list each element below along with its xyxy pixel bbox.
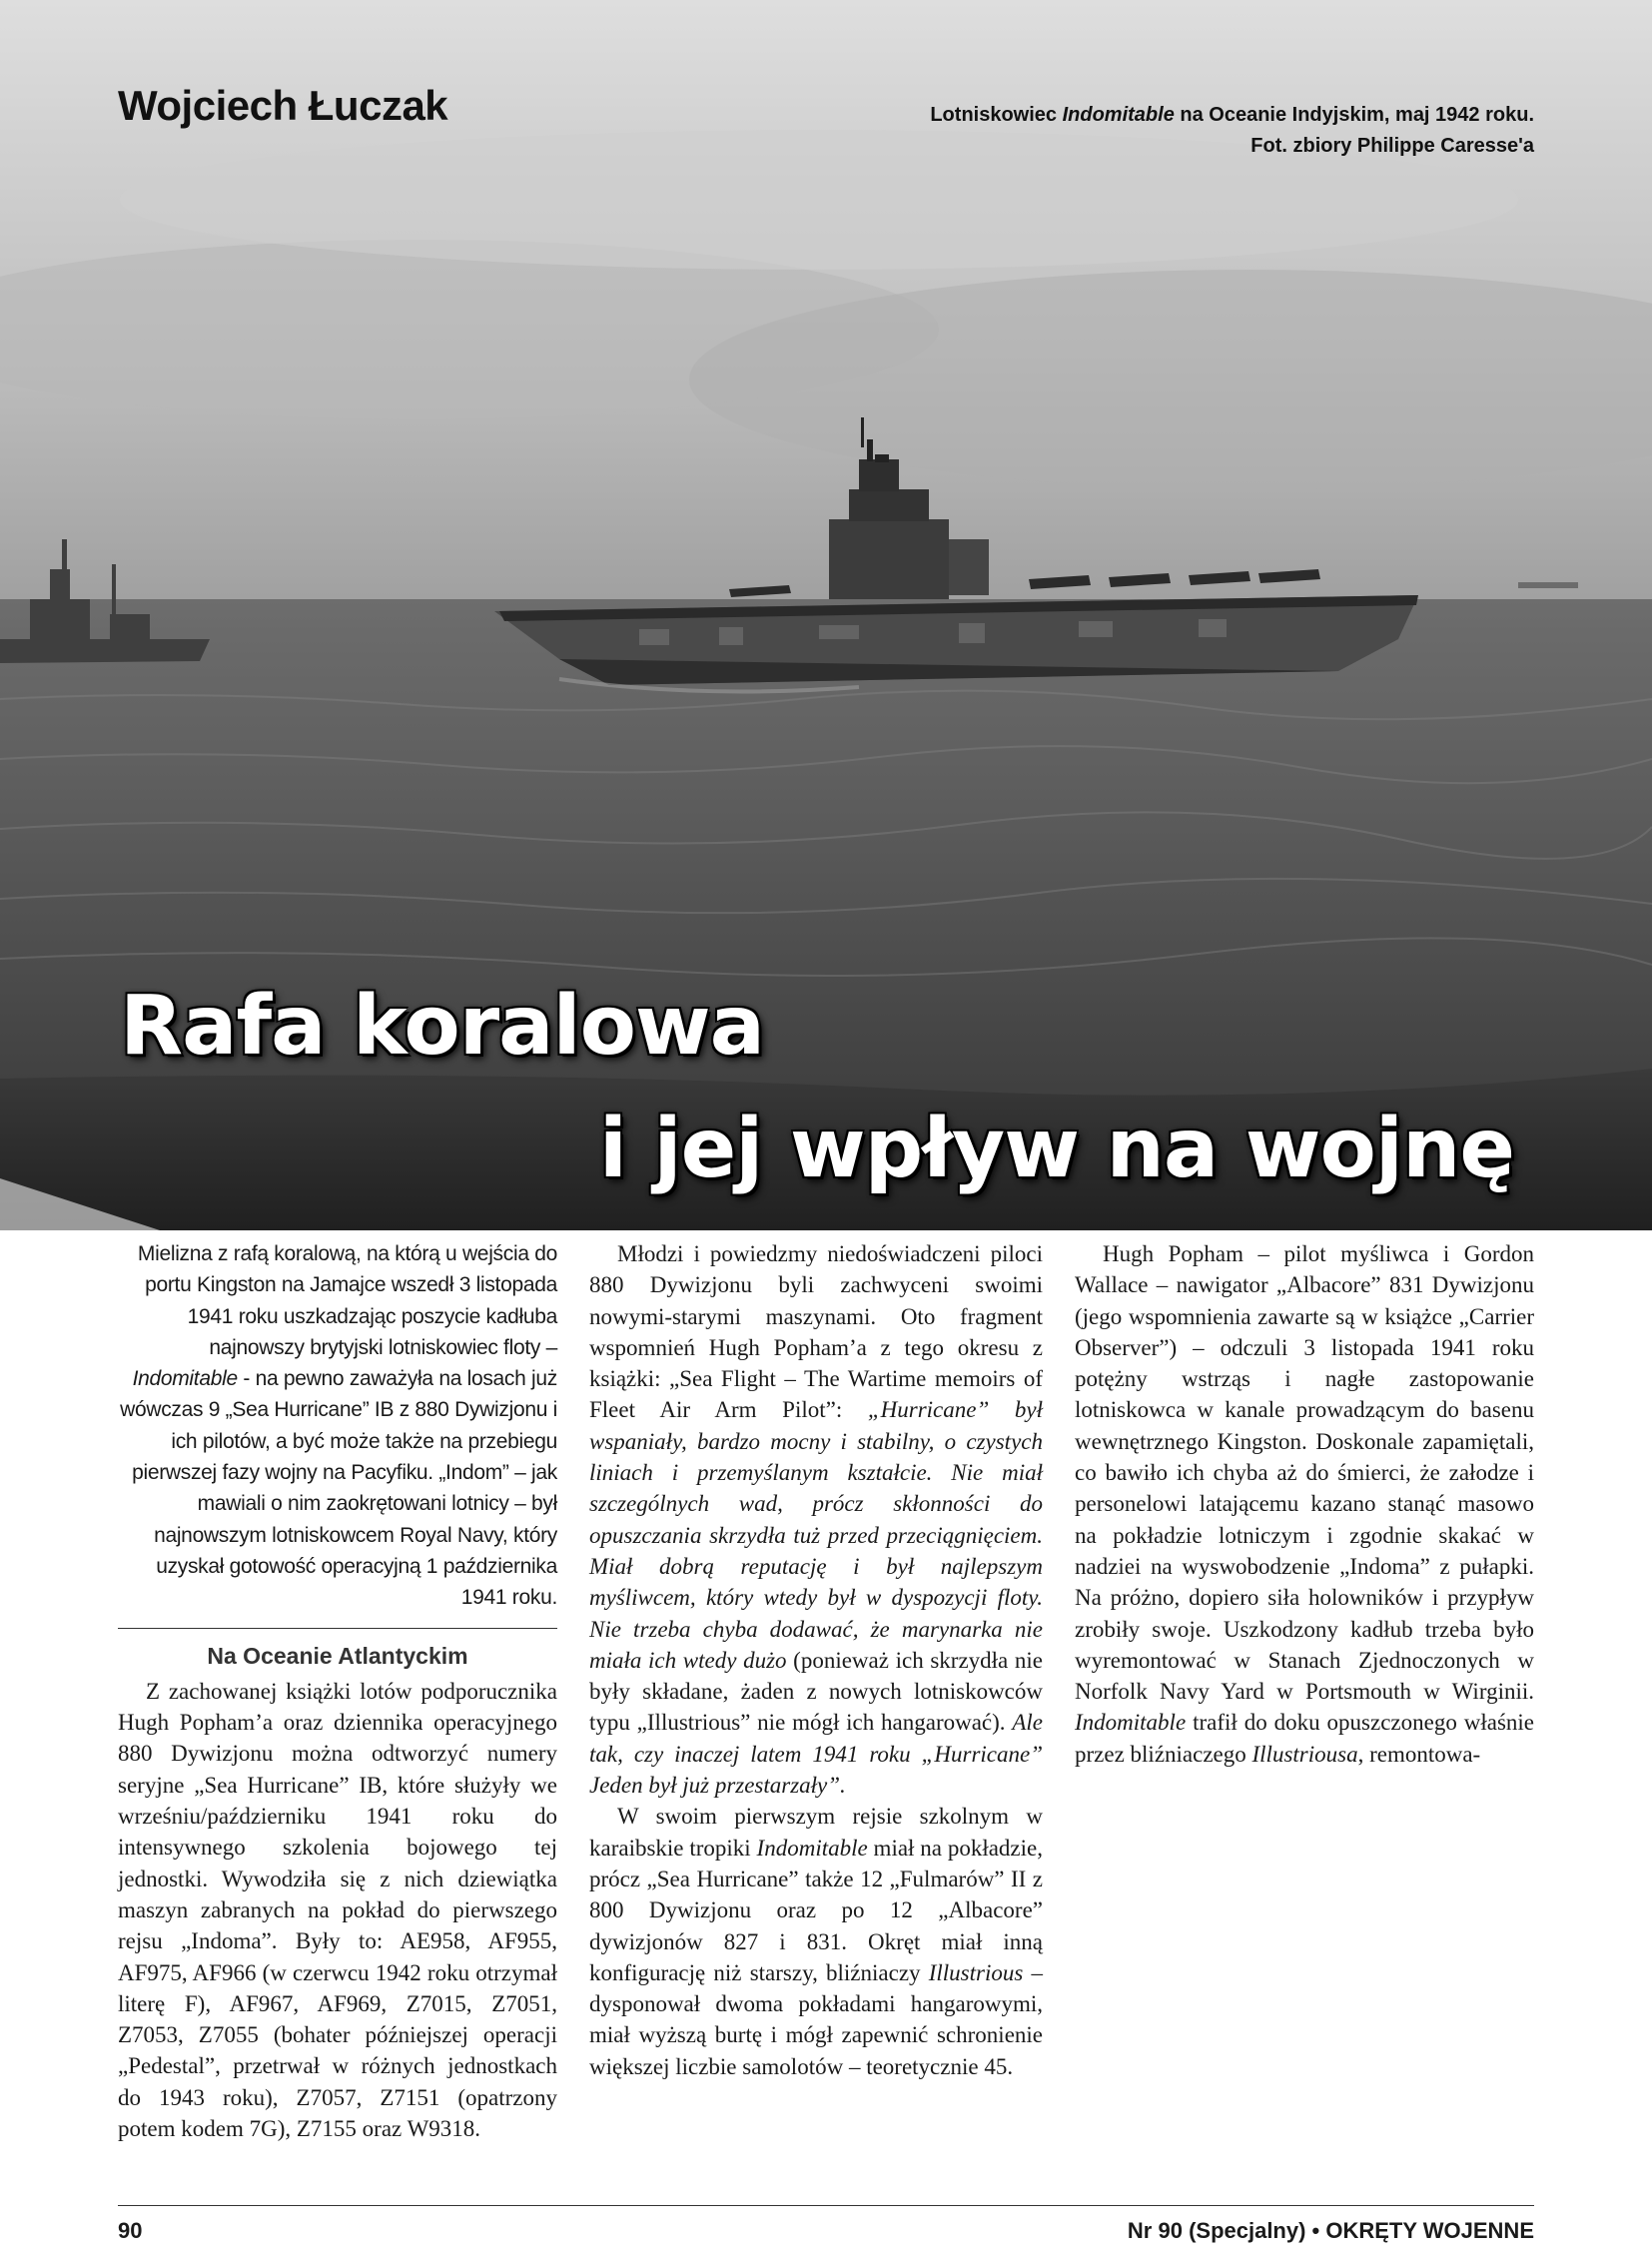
paragraph: Z zachowanej książki lotów podporucznika Hugh Popham’a oraz dziennika operacyjnego 880 Dywizjonu można odtworzyć numery seryjne „Sea Hurricane” IB, które służyły we wrześniu/październiku 1941 roku do intensywnego szkolenia bojowego tej jednostki. Wywodziła się z nich dziewiątka maszyn zabranych na pokład do pierwszego rejsu „Indoma”. Były to: AE958, AF955, AF975, AF966 (w czerwcu 1942 roku otrzymał literę F), AF967, AF969, Z7015, Z7051, Z7053, Z7055 (bohater późniejszej operacji „Pedestal”, przetrwał w różnych jednostkach do 1943 roku), Z7057, Z7151 (opatrzony potem kodem 7G), Z7155 oraz W9318. xyxy=(118,1678,557,2142)
author-name: Wojciech Łuczak xyxy=(118,82,448,129)
page-number: 90 xyxy=(118,2218,143,2243)
footer-divider xyxy=(118,2205,1534,2206)
issue-label: Nr 90 (Specjalny) • OKRĘTY WOJENNE xyxy=(1127,2218,1534,2243)
text-column-2 xyxy=(589,1238,1043,2082)
paragraph: W swoim pierwszym rejsie szkolnym w karaibskie tropiki Indomitable miał na pokładzie, prócz „Sea Hurricane” także 12 „Fulmarów” II z 800 Dywizjonu oraz po 12 „Albacore” dywizjonów 827 i 831. Okręt miał inną konfigurację niż starszy, bliźniaczy Illustrious – dysponował dwoma pokładami hangarowymi, miał wyższą burtę i mógł zapewnić schronienie większej liczbie samolotów – teoretycznie 45. xyxy=(589,1804,1044,2079)
photo-caption xyxy=(735,100,1534,162)
article-title-line1: Rafa koralowa xyxy=(120,979,765,1074)
article-title-line2: i jej wpływ na wojnę xyxy=(598,1102,1514,1196)
article-lead: Mielizna z rafą koralową, na którą u wejścia do portu Kingston na Jamajce wszedł 3 listopada 1941 roku uszkadzając poszycie kadłuba najnowszy brytyjski lotniskowiec floty – Indomitable - na pewno zaważyła na losach już wówczas 9 „Sea Hurricane” IB z 880 Dywizjonu i ich pilotów, a być może także na przebiegu pierwszej fazy wojny na Pacyfiku. „Indom” – jak mawiali o nim zaokrętowani lotnicy – był najnowszym lotniskowcem Royal Navy, który uzyskał gotowość operacyjną 1 października 1941 roku. xyxy=(118,1238,557,1629)
text-column-3 xyxy=(1075,1238,1534,1770)
paragraph: Młodzi i powiedzmy niedoświadczeni piloci 880 Dywizjonu byli zachwyceni swoimi nowymi-starymi maszynami. Oto fragment wspomnień Hugh Popham’a z tego okresu z książki: „Sea Flight – The Wartime memoirs of Fleet Air Arm Pilot”: „Hurricane” był wspaniały, bardzo mocny i stabilny, o czystych liniach i przemyślanym kształcie. Nie miał szczególnych wad, prócz skłonności do opuszczania skrzydła tuż przed przeciągnięciem. Miał dobrą reputację i był najlepszym myśliwcem, który wtedy był w dyspozycji floty. Nie trzeba chyba dodawać, że marynarka nie miała ich wtedy dużo (ponieważ ich skrzydła nie były składane, żaden z nowych lotniskowców typu „Illustrious” nie mógł ich hangarować). Ale tak, czy inaczej latem 1941 roku „Hurricane” Jeden był już przestarzały”. xyxy=(589,1241,1044,1799)
photo-caption-line1: Lotniskowiec Indomitable na Oceanie Indyjskim, maj 1942 roku. xyxy=(930,104,1534,126)
text-column-1 xyxy=(118,1238,557,2144)
photo-credit: Fot. zbiory Philippe Caresse'a xyxy=(1250,135,1534,157)
section-heading: Na Oceanie Atlantyckim xyxy=(207,1642,468,1669)
paragraph: Hugh Popham – pilot myśliwca i Gordon Wallace – nawigator „Albacore” 831 Dywizjonu (jego wspomnienia zawarte są w książce „Carrier Observer”) – odczuli 3 listopada 1941 roku potężny wstrząs i nagłe zastopowanie lotniskowca w kanale prowadzącym do basenu wewnętrznego Kingston. Doskonale zapamiętali, co bawiło ich chyba aż do śmierci, że załodze i personelowi latającemu kazano stanąć masowo na pokładzie lotniczym i zgodnie skakać w nadziei na wyswobodzenie „Indoma” z pułapki. Na próżno, dopiero siła holowników i przypływ zrobiły swoje. Uszkodzony kadłub trzeba było wyremontować w Stanach Zjednoczonych w Norfolk Navy Yard w Portsmouth w Wirginii. Indomitable trafił do doku opuszczonego właśnie przez bliźniaczego Illustriousa, remontowa- xyxy=(1075,1241,1534,1767)
